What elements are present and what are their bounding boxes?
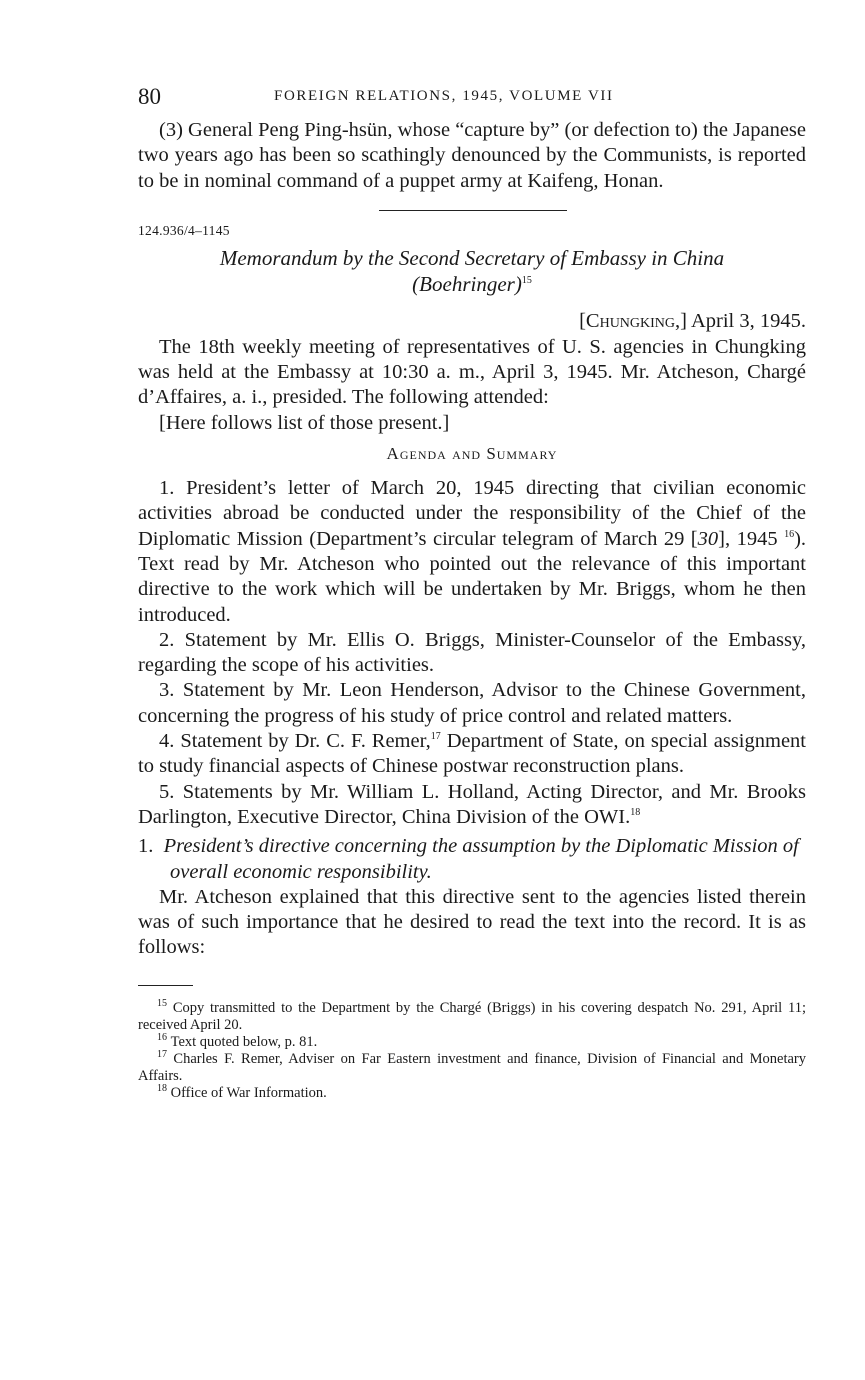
footnote-ref-17: 17	[430, 731, 441, 743]
section-heading	[138, 834, 806, 885]
footnote-ref-18: 18	[630, 807, 641, 819]
agenda-item-5: 5. Statements by Mr. William L. Holland, Acting Director, and Mr. Brooks Darlington, Executive Director, China Division of the OWI.$^{18}$	[138, 780, 806, 828]
footnote-17: $^{17}$ Charles F. Remer, Adviser on Far Eastern investment and finance, Division of Financial and Monetary Affairs.	[138, 1048, 807, 1084]
section-divider	[379, 210, 567, 211]
footnote-15: $^{15}$ Copy transmitted to the Department by the Chargé (Briggs) in his covering despatch No. 291, April 11; received April 20.	[138, 997, 806, 1033]
page-number: 80	[138, 84, 161, 109]
footnotes	[138, 997, 807, 1102]
footnote-divider	[138, 985, 193, 986]
section-paragraph: Mr. Atcheson explained that this directive sent to the agencies listed therein was of such importance that he desired to read the text into the record. It is as follows:	[138, 885, 806, 959]
section-number: 1.	[138, 835, 154, 858]
agenda-heading: Agenda and Summary	[386, 444, 558, 464]
agenda-item-4: 4. Statement by Dr. C. F. Remer,$^{17}$ Department of State, on special assignment to study financial aspects of Chinese postwar reconstruction plans.	[138, 730, 806, 778]
page	[138, 84, 806, 1102]
section-title: President’s directive concerning the assumption by the Diplomatic Mission of overall economic responsibility.	[163, 835, 799, 883]
dateline: [Chungking,] April 3, 1945.	[579, 309, 806, 332]
memorandum-title	[138, 245, 806, 297]
running-head	[138, 84, 806, 118]
agenda-item-1: 1. President’s letter of March 20, 1945 directing that civilian economic activities abroad be conducted under the responsibility of the Chief of the Diplomatic Mission (Department’s circular telegram of March 29 [30], 1945 $^{16}$). Text read by Mr. Atcheson who pointed out the relevance of this important directive to the work which will be undertaken by Mr. Briggs, whom he then introduced.	[138, 477, 807, 626]
editorial-note: [Here follows list of those present.]	[159, 411, 450, 434]
intro-paragraph: The 18th weekly meeting of representatives of U. S. agencies in Chungking was held at the Embassy at 10:30 a. m., April 3, 1945. Mr. Atcheson, Chargé d’Affaires, a. i., presided. The following attended:	[138, 335, 806, 409]
agenda-item-2: 2. Statement by Mr. Ellis O. Briggs, Minister-Counselor of the Embassy, regarding the scope of his activities.	[138, 628, 806, 677]
agenda-item-3: 3. Statement by Mr. Leon Henderson, Advisor to the Chinese Government, concerning the progress of his study of price control and related matters.	[138, 679, 806, 727]
dateline-place: Chungking,	[585, 309, 681, 332]
footnote-18: $^{18}$ Office of War Information.	[157, 1082, 327, 1101]
memorandum-title-line1: Memorandum by the Second Secretary of Embassy in China	[219, 245, 725, 270]
footnote-16: $^{16}$ Text quoted below, p. 81.	[157, 1031, 318, 1050]
footnote-ref-16: 16	[784, 528, 795, 540]
running-title: FOREIGN RELATIONS, 1945, VOLUME VII	[274, 88, 614, 104]
carryover-paragraph: (3) General Peng Ping-hsün, whose “capture by” (or defection to) the Japanese two years ago has been so scathingly denounced by the Communists, is reported to be in nominal command of a puppet army at Kaifeng, Honan.	[138, 119, 806, 192]
memorandum-title-line2: (Boehringer)	[412, 271, 522, 296]
footnote-ref-15: 15	[521, 274, 532, 286]
agenda-list	[138, 476, 806, 830]
document-file-number: 124.936/4–1145	[138, 222, 230, 238]
dateline-date: April 3, 1945.	[690, 309, 806, 332]
